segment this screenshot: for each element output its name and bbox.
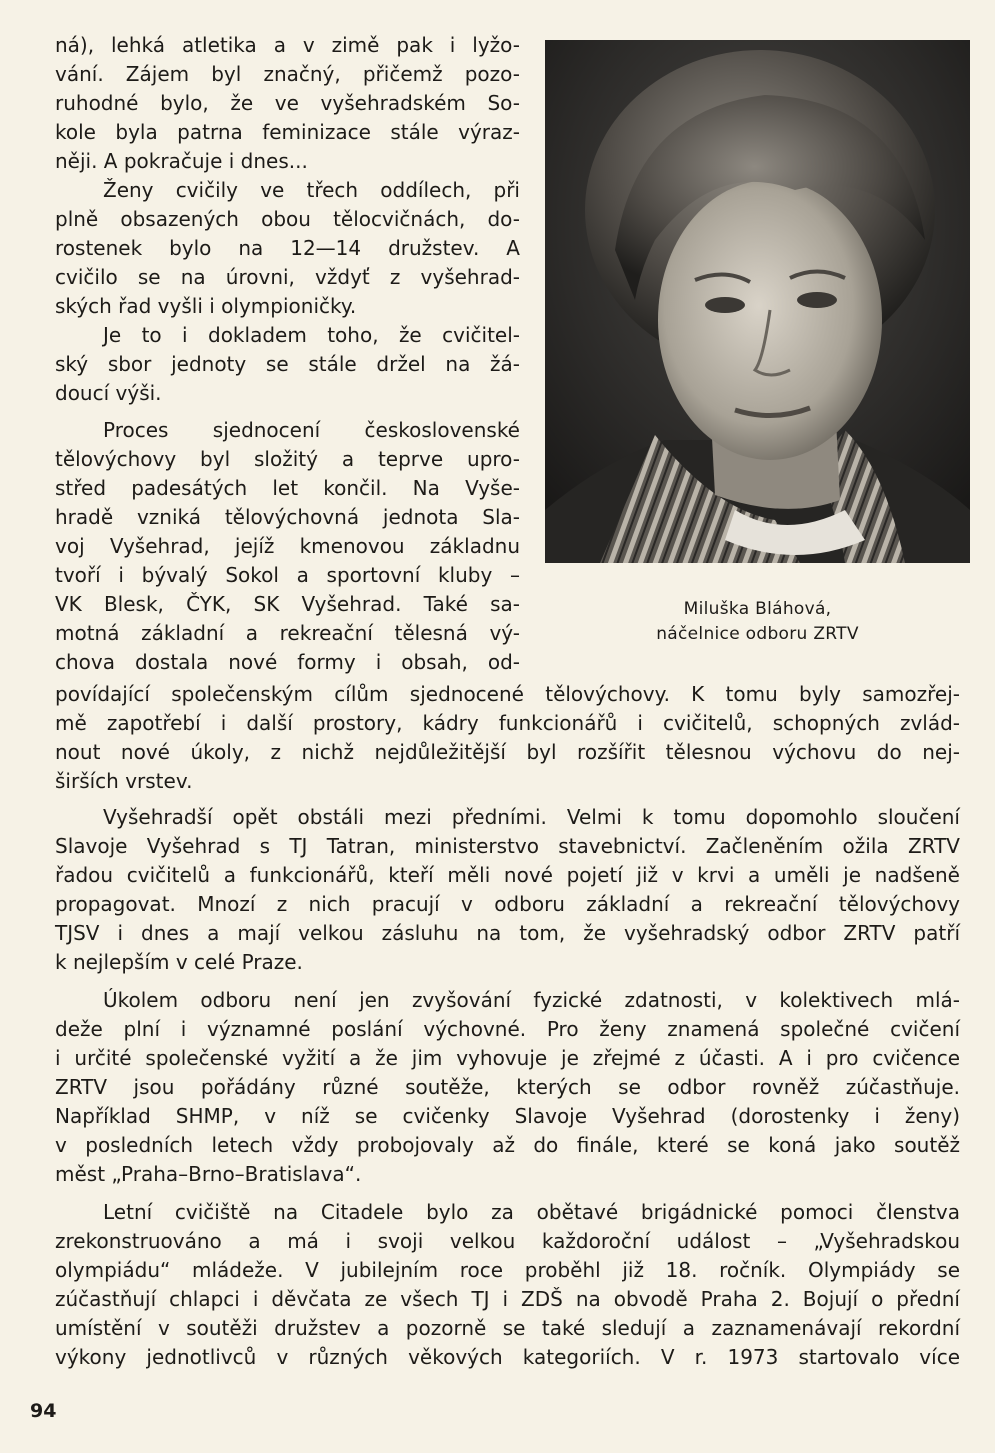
- text-line: motná základní a rekreační tělesná vý-: [55, 621, 520, 645]
- text-line: nout nové úkoly, z nichž nejdůležitější byl rozšířit tělesnou výchovu do nej-: [55, 740, 960, 764]
- text-line: mě zapotřebí i další prostory, kádry funkcionářů i cvičitelů, schopných zvlád-: [55, 711, 960, 735]
- photo-caption-name: Miluška Bláhová,: [683, 599, 832, 619]
- text-line: širších vrstev.: [55, 769, 193, 793]
- text-line: Slavoje Vyšehrad s TJ Tatran, ministerstvo stavebnictví. Začleněním ožila ZRTV: [55, 834, 960, 858]
- paragraph-start: Úkolem odboru není jen zvyšování fyzické zdatnosti, v kolektivech mlá-: [103, 988, 960, 1012]
- photo-caption-title: náčelnice odboru ZRTV: [656, 624, 859, 644]
- text-line: povídající společenským cílům sjednocené tělovýchovy. K tomu byly samozřej-: [55, 682, 960, 706]
- text-line: ských řad vyšli i olympioničky.: [55, 294, 357, 318]
- text-line: řadou cvičitelů a funkcionářů, kteří měli nové pojetí již v krvi a uměli je nadšeně: [55, 863, 960, 887]
- portrait-photo: [545, 40, 970, 563]
- paragraph-start: Ženy cvičily ve třech oddílech, při: [103, 178, 520, 202]
- text-line: tvoří i bývalý Sokol a sportovní kluby –: [55, 563, 520, 587]
- text-line: deže plní i významné poslání výchovné. Pro ženy znamená společné cvičení: [55, 1017, 960, 1041]
- text-line: hradě vzniká tělovýchovná jednota Sla-: [55, 505, 520, 529]
- text-line: ruhodné bylo, že ve vyšehradském So-: [55, 91, 520, 115]
- text-line: i určité společenské vyžití a že jim vyhovuje je zřejmé z účasti. A i pro cvičence: [55, 1046, 960, 1070]
- text-line: měst „Praha–Brno–Bratislava“.: [55, 1162, 362, 1186]
- text-line: VK Blesk, ČYK, SK Vyšehrad. Také sa-: [55, 592, 520, 616]
- text-line: olympiádu“ mládeže. V jubilejním roce proběhl již 18. ročník. Olympiády se: [55, 1258, 960, 1282]
- paragraph-start: Proces sjednocení československé: [103, 418, 520, 442]
- text-line: TJSV i dnes a mají velkou zásluhu na tom, že vyšehradský odbor ZRTV patří: [55, 921, 960, 945]
- text-line: Například SHMP, v níž se cvičenky Slavoje Vyšehrad (dorostenky i ženy): [55, 1104, 960, 1128]
- text-line: v posledních letech vždy probojovaly až do finále, které se koná jako soutěž: [55, 1133, 960, 1157]
- text-line: voj Vyšehrad, jejíž kmenovou základnu: [55, 534, 520, 558]
- text-line: plně obsazených obou tělocvičnách, do-: [55, 207, 520, 231]
- text-line: výkony jednotlivců v různých věkových kategoriích. V r. 1973 startovalo více: [55, 1345, 960, 1369]
- page-number: 94: [30, 1400, 57, 1422]
- text-line: ná), lehká atletika a v zimě pak i lyžo-: [55, 33, 520, 57]
- text-line: ský sbor jednoty se stále držel na žá-: [55, 352, 520, 376]
- text-line: vání. Zájem byl značný, přičemž pozo-: [55, 62, 520, 86]
- text-line: rostenek bylo na 12—14 družstev. A: [55, 236, 520, 260]
- text-line: ZRTV jsou pořádány různé soutěže, kterých se odbor rovněž zúčastňuje.: [55, 1075, 960, 1099]
- text-line: doucí výši.: [55, 381, 162, 405]
- paragraph-start: Je to i dokladem toho, že cvičitel-: [103, 323, 520, 347]
- text-line: zrekonstruováno a má i svoji velkou každoroční událost – „Vyšehradskou: [55, 1229, 960, 1253]
- text-line: střed padesátých let končil. Na Vyše-: [55, 476, 520, 500]
- text-line: zúčastňují chlapci i děvčata ze všech TJ i ZDŠ na obvodě Praha 2. Bojují o přední: [55, 1287, 960, 1311]
- text-line: cvičilo se na úrovni, vždyť z vyšehrad-: [55, 265, 520, 289]
- paragraph-start: Letní cvičiště na Citadele bylo za obětavé brigádnické pomoci členstva: [103, 1200, 960, 1224]
- portrait-image: [545, 40, 970, 563]
- paragraph-start: Vyšehradší opět obstáli mezi předními. Velmi k tomu dopomohlo sloučení: [103, 805, 960, 829]
- text-line: něji. A pokračuje i dnes...: [55, 149, 308, 173]
- text-line: k nejlepším v celé Praze.: [55, 950, 303, 974]
- text-line: chova dostala nové formy i obsah, od-: [55, 650, 520, 674]
- text-line: tělovýchovy byl složitý a teprve upro-: [55, 447, 520, 471]
- text-line: kole byla patrna feminizace stále výraz-: [55, 120, 520, 144]
- text-line: umístění v soutěži družstev a pozorně se také sledují a zaznamenávají rekordní: [55, 1316, 960, 1340]
- text-line: propagovat. Mnozí z nich pracují v odboru základní a rekreační tělovýchovy: [55, 892, 960, 916]
